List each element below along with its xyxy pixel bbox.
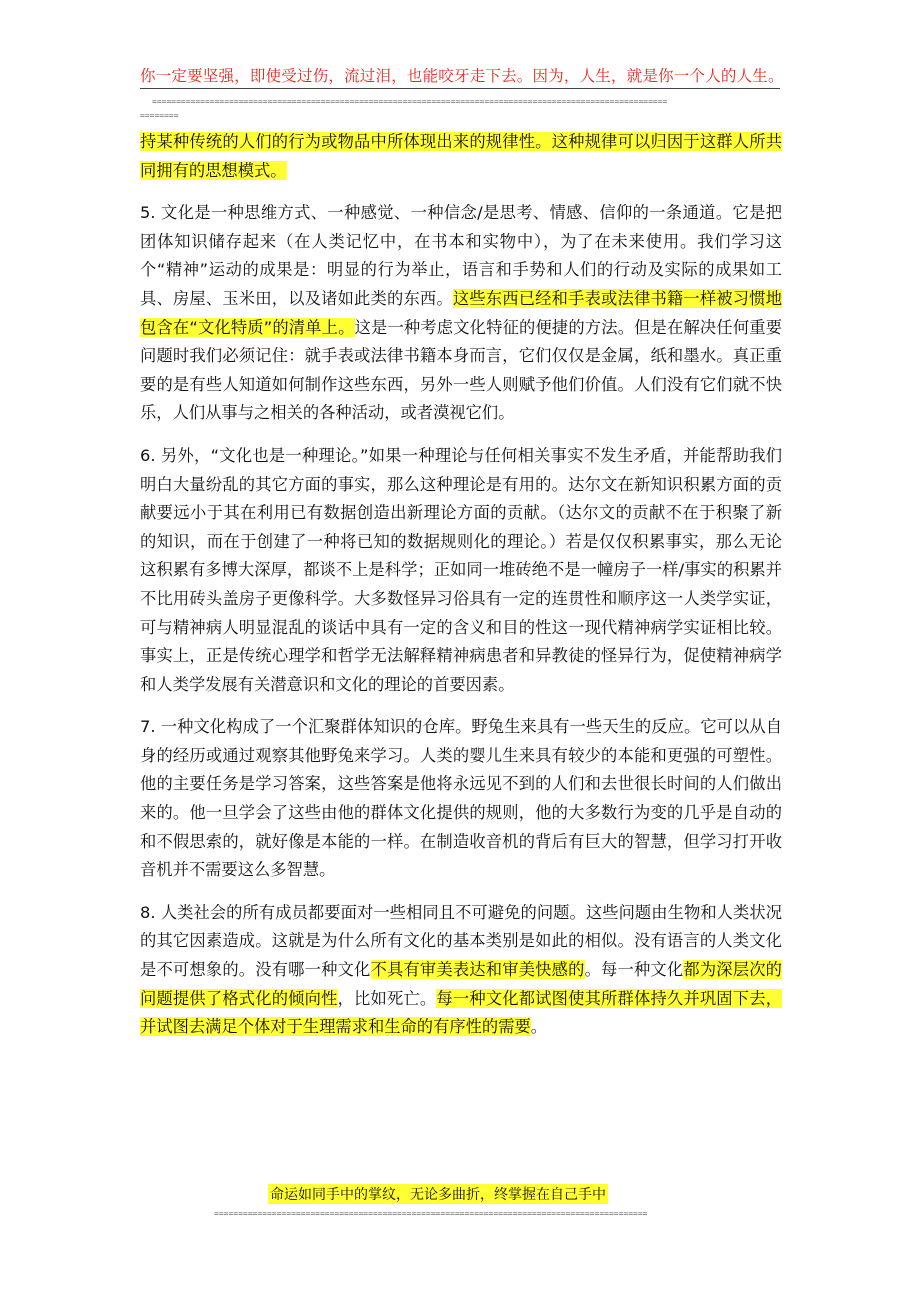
paragraph-8-highlight-1: 不具有审美表达和审美快感的 <box>370 960 585 980</box>
header-separator-line-2: ======== <box>140 111 179 120</box>
footer-motto: 命运如同手中的掌纹，无论多曲折，终掌握在自己手中 <box>268 1184 608 1204</box>
paragraph-6-text: 6. 另外，“文化也是一种理论。”如果一种理论与任何相关事实不发生矛盾，并能帮助我们明白大量纷乱的其它方面的事实，那么这种理论是有用的。达尔文在新知识积累方面的贡献要远小于其在利用已有数据创造出新理论方面的贡献。（达尔文的贡献不在于积聚了新的知识，而在于创建了一种将已知的数据规则化的理论。）若是仅仅积累事实，那么无论这积累有多博大深厚，都谈不上是科学；正如同一堆砖绝不是一幢房子一样/事实的积累并不比用砖头盖房子更像科学。大多数怪异习俗具有一定的连贯性和顺序这一人类学实证，可与精神病人明显混乱的谈话中具有一定的含义和目的性这一现代精神病学实证相比较。事实上，正是传统心理学和哲学无法解释精神病患者和异教徒的怪异行为，促使精神病学和人类学发展有关潜意识和文化的理论的首要因素。 <box>140 445 782 694</box>
intro-paragraph <box>140 128 782 185</box>
header-rule <box>140 88 780 89</box>
paragraph-8-text-2: 。每一种文化 <box>584 960 684 980</box>
paragraph-8-highlight-3: 每一种文化都试图使其所群体持久并巩固下去，并试图去满足个体对于生理需求和生命的有序性的需要 <box>140 988 782 1037</box>
intro-highlight: 持某种传统的人们的行为或物品中所体现出来的规律性。这种规律可以归因于这群人所共同拥有的思想模式。 <box>140 132 782 180</box>
paragraph-5-text-1: 5. 文化是一种思维方式、一种感觉、一种信念/是思考、情感、信仰的一条通道。它是把团体知识储存起来（在人类记忆中，在书本和实物中），为了在未来使用。我们学习这个“精神”运动的成果是：明显的行为举止，语言和手势和人们的行动及实际的成果如工具、房屋、玉米田，以及诸如此类的东西。 <box>140 203 782 308</box>
paragraph-7-text: 7. 一种文化构成了一个汇聚群体知识的仓库。野兔生来具有一些天生的反应。它可以从自身的经历或通过观察其他野兔来学习。人类的婴儿生来具有较少的本能和更强的可塑性。 他的主要任务是学习答案，这些答案是他将永远见不到的人们和去世很长时间的人们做出来的。他一旦学会了这些由他的群体文化提供的规则，他的大多数行为变的几乎是自动的和不假思索的，就好像是本能的一样。在制造收音机的背后有巨大的智慧，但学习打开收音机并不需要这么多智慧。 <box>140 717 782 880</box>
footer-separator: ========================================================================================== <box>214 1209 648 1218</box>
paragraph-8-text-1: 8. 人类社会的所有成员都要面对一些相同且不可避免的问题。这些问题由生物和人类状况的其它因素造成。这就是为什么所有文化的基本类别是如此的相似。没有语言的人类文化是不可想象的。没有哪一种文化 <box>140 902 782 980</box>
document-body <box>140 128 782 1056</box>
paragraph-7 <box>140 713 782 885</box>
paragraph-5-text-2: 这是一种考虑文化特征的便捷的方法。但是在解决任何重要问题时我们必须记住：就手表或法律书籍本身而言，它们仅仅是金属，纸和墨水。真正重要的是有些人知道如何制作这些东西，另外一些人则赋予他们价值。人们没有它们就不快乐，人们从事与之相关的各种活动，或者漠视它们。 <box>140 317 782 423</box>
paragraph-8-text-3: ，比如死亡。 <box>337 988 437 1008</box>
paragraph-6 <box>140 442 782 699</box>
header-separator-line-1: =========================================================================================================== <box>152 97 668 106</box>
header-motto: 你一定要坚强，即使受过伤，流过泪，也能咬牙走下去。因为，人生，就是你一个人的人生。 <box>140 67 784 85</box>
paragraph-8 <box>140 899 782 1042</box>
paragraph-5-highlight: 这些东西已经和手表或法律书籍一样被习惯地包含在“文化特质”的清单上。 <box>140 288 782 337</box>
paragraph-5 <box>140 199 782 428</box>
paragraph-8-highlight-2: 都为深层次的问题提供了格式化的倾向性 <box>140 960 782 1008</box>
paragraph-8-text-4: 。 <box>530 1017 548 1037</box>
